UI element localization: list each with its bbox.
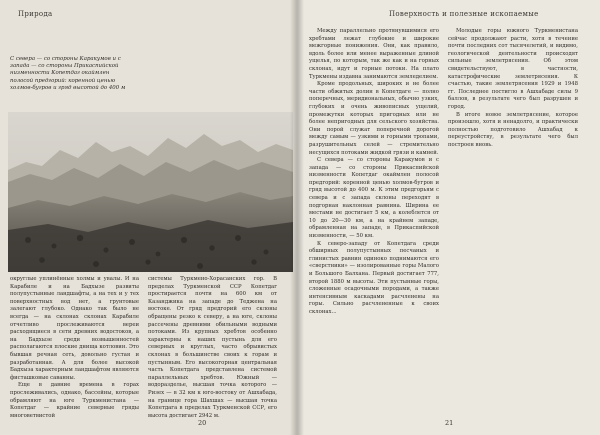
left-column-1 — [10, 276, 139, 420]
paragraph: округлые уплинённые холмы и увалы. И на Карабиле и на Бадхызе развиты полупустынные ландшафты, а на тех и у тех поверхностных вод нет, а грунтовые залегают глубоко. Однако так было не всегда — на склонах склонах Карабиле отчетливо прослеживаются вереи расходящиеся в сети древних водостоков, а на Бадхызе среди возвышенностей располагаются плоские днища котловин. Это бывшая речная сеть, довольно густая и разработанная. А для более высокой Бадхыза характерным ландшафтом являются фисташковые саванны. — [10, 276, 139, 381]
left-column-2 — [148, 276, 277, 420]
right-column-1 — [309, 28, 439, 317]
left-page — [0, 0, 297, 435]
paragraph: системы Туркмено-Хорасанских гор. В пределах Туркменской ССР Копетдаг простирается почти на 600 км от Казанджика на западе до Теджена на востоке. От гряд предгорий его склоны обращены резко к северу, а на юге, склоны рассечены древними обильными водными потоками. Из крупных хребтов особенно характерны к наших пустынь для его северных и круглых, часто обрывистых склонах в большинстве своих к горам и пустынным. Его высокогорная центральная часть Копетдага представлена системой параллельных хребтов. Южный — водоразделье, высшая точка которого — Ризех — в 32 км к юго-востоку от Ашхабада, на границе гора Шахшах — высшая точка Копетдага в пределах Туркменской ССР, его высота достигает 2942 м. — [148, 276, 277, 419]
paragraph: К северо-западу от Копетдага среди обширных полупустынных песчаных и глинистых равнин одиноко поднимаются его «сверстники» — изолированные горы Малого и Большого Балхана. Первый достигает 777, второй 1880 м высоты. Эти пустынные горы, сложенные осадочными породами, а также интенсивным каскадами расчленены на горы. Сильно расчлененные к своих склонах... — [309, 240, 439, 315]
landscape-photo — [8, 112, 293, 272]
paragraph: В итоге новое землетрясение, которое произошло, хотя и ненадолго, и практически полностью подготовило Ашхабад к переустройству, в результате чего был построен вновь. — [448, 111, 578, 148]
paragraph: Еще в давние времена в горах прослеживались, однако, бассейны, которые обрамляют на юге Туркменистана — Копетдаг — крайние северные гряды многоветвистой — [10, 382, 139, 419]
paragraph: Между параллельно протянувшимися его хребтами лежат глубокие и широкие межгорные понижения. Они, как правило, вдоль более или менее выраженные длиной ущелья, по которым, так же как и на горных склонах, идут и горные потоки. На плато Туркмены издавна занимаются земледелием. — [309, 28, 439, 80]
right-column-2 — [448, 28, 578, 150]
photo-caption: С севера — со стороны Каракумов и с запада — со стороны Прикаспийской низменности Копетдаг окаймлен полосой предгорий: коренной ценью холмов-бугров и гряд высотой до 400 м — [10, 56, 126, 91]
right-running-head: Поверхность и полезные ископаемые — [389, 10, 539, 18]
left-page-number: 20 — [198, 419, 207, 427]
hills-landscape-image — [8, 112, 293, 272]
paragraph: Молодые горы южного Туркменистана сейчас продолжают расти, хотя в течение почти последних сот тысячелетий, и видимо, геологической деятельности происходят сильные землетрясения. Об этом свидетельствуют, в частности, катастрофические землетрясения. К счастью, такие землетрясения 1929 и 1948 гг. Последнее постигло в Ашхабаде силы 9 баллов, в результате чего был разрушен и город. — [448, 28, 578, 110]
paragraph: Кроме продольных, широких и не более части обжитых долин в Копетдаге — полно поперечных, меридиональных, обычно узких, глубоких и очень живописных ущелий, промежутки которых пригодных или не более непригодных для сельского хозяйства. Они порой служат поперечной дорогой между самым — узкими и горными тропами, разрушительных селей — стремительно несущихся потоками жидкой грязи и камней. — [309, 81, 439, 156]
right-page-number: 21 — [445, 419, 454, 427]
right-page — [297, 0, 600, 435]
left-running-head: Природа — [18, 10, 53, 18]
book-gutter-shadow — [290, 0, 304, 435]
paragraph: С севера — со стороны Каракумов и с запада — со стороны Прикаспийской низменности Копетдаг окаймлен полосой предгорий: коренной ценью холмов-бугров и гряд высотой до 400 м. К этим предгорьям с севера и с запада склоны переходят в подгорная наклонная равнина. Ширина ее местами не достигает 5 км, а колеблется от 10 до 20—30 км, а на крайнем западе, обрамленная на западе, в Прикаспийской низменности, — 50 км. — [309, 157, 439, 240]
